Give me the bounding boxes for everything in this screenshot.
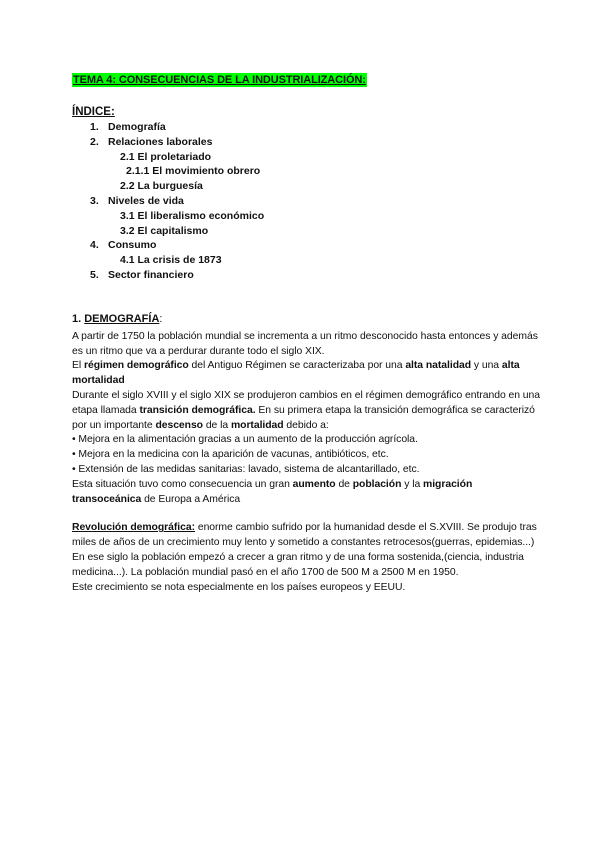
- text-run: enorme cambio sufrido por la humanidad desde el S.XVIII. Se produjo tras miles de años de un crecimiento muy lento y sometido a constantes retrocesos(guerras, epidemias...): [72, 522, 537, 549]
- bold-term: aumento: [292, 478, 336, 490]
- bold-term: alta natalidad: [405, 360, 472, 372]
- toc-item-sector-financiero: [72, 268, 542, 283]
- toc-number: 1.: [90, 121, 99, 133]
- paragraph-revolucion: [72, 521, 542, 551]
- section-number: 1.: [72, 312, 85, 325]
- toc-label: Niveles de vida: [108, 194, 184, 207]
- paragraph-transicion: [72, 389, 542, 433]
- bold-term: descenso: [155, 419, 203, 431]
- paragraph-consecuencia: [72, 478, 542, 508]
- document-page: [72, 70, 542, 595]
- toc-label: Relaciones laborales: [108, 135, 213, 148]
- text-run: debido a:: [283, 419, 329, 431]
- text-run: En su primera etapa la transición demográfica se caracterizó por un importante: [72, 404, 535, 431]
- bullet-item: • Mejora en la medicina con la aparición de vacunas, antibióticos, etc.: [72, 449, 389, 461]
- bullet-item: • Extensión de las medidas sanitarias: lavado, sistema de alcantarillado, etc.: [72, 463, 420, 475]
- bold-term: migración transoceánica: [72, 478, 473, 505]
- table-of-contents: [72, 120, 542, 283]
- bold-term: población: [352, 478, 402, 490]
- section-heading-demografia: [72, 312, 542, 327]
- paragraph-crecimiento: En ese siglo la población empezó a crecer a gran ritmo y de una forma sostenida,(ciencia, industria medicina...). La población mundial pasó en el año 1700 de 500 M a 2500 M en 1950.: [72, 551, 524, 578]
- bold-term: alta mortalidad: [72, 360, 520, 387]
- toc-number: 5.: [90, 268, 99, 281]
- toc-number: 4.: [90, 239, 99, 252]
- text-run: Esta situación tuvo como consecuencia un gran: [72, 478, 293, 490]
- section-title: DEMOGRAFÍA: [84, 312, 160, 325]
- text-run: Durante el siglo XVIII y el siglo XIX se produjeron cambios en el régimen demográfico entrando en una etapa llamada: [72, 389, 540, 416]
- paragraph-regimen: [72, 359, 542, 389]
- toc-item-relaciones-laborales: [72, 135, 542, 150]
- toc-label: Consumo: [108, 239, 157, 252]
- bullet-item: • Mejora en la alimentación gracias a un aumento de la producción agrícola.: [72, 434, 418, 446]
- section-body: [72, 330, 542, 596]
- toc-item-proletariado: 2.1 El proletariado: [120, 150, 212, 163]
- toc-item-demografia: [72, 120, 542, 135]
- text-run: y la: [401, 478, 424, 490]
- toc-label: Demografía: [108, 121, 166, 133]
- spacer: [72, 507, 542, 521]
- revolucion-label: Revolución demográfica:: [72, 522, 195, 534]
- toc-item-crisis-1873: 4.1 La crisis de 1873: [120, 254, 222, 267]
- paragraph-intro: A partir de 1750 la población mundial se incrementa a un ritmo desconocido hasta entonces y además es un ritmo que va a perdurar durante todo el siglo XIX.: [72, 330, 538, 357]
- text-run: de: [335, 478, 353, 490]
- toc-item-niveles-de-vida: [72, 194, 542, 209]
- toc-item-burguesia: 2.2 La burguesía: [120, 180, 203, 193]
- text-run: El: [72, 360, 84, 372]
- text-run: del Antiguo Régimen se caracterizaba por una: [188, 360, 406, 372]
- toc-item-movimiento-obrero: 2.1.1 El movimiento obrero: [126, 165, 261, 178]
- toc-label: Sector financiero: [108, 268, 194, 281]
- text-run: y una: [471, 360, 502, 372]
- toc-number: 2.: [90, 135, 99, 148]
- index-heading: ÍNDICE:: [72, 106, 115, 118]
- bold-term: régimen demográfico: [83, 360, 189, 372]
- document-title: TEMA 4: CONSECUENCIAS DE LA INDUSTRIALIZACIÓN:: [73, 74, 366, 86]
- toc-item-liberalismo: 3.1 El liberalismo económico: [120, 209, 265, 222]
- text-run: de Europa a América: [141, 493, 241, 505]
- toc-number: 3.: [90, 194, 99, 207]
- paragraph-paises: Este crecimiento se nota especialmente en los países europeos y EEUU.: [72, 581, 406, 593]
- section-colon: :: [159, 312, 163, 325]
- text-run: de la: [202, 419, 231, 431]
- toc-item-capitalismo: 3.2 El capitalismo: [120, 224, 209, 237]
- toc-item-consumo: [72, 238, 542, 253]
- bold-term: mortalidad: [230, 419, 284, 431]
- bold-term: transición demográfica.: [139, 404, 256, 416]
